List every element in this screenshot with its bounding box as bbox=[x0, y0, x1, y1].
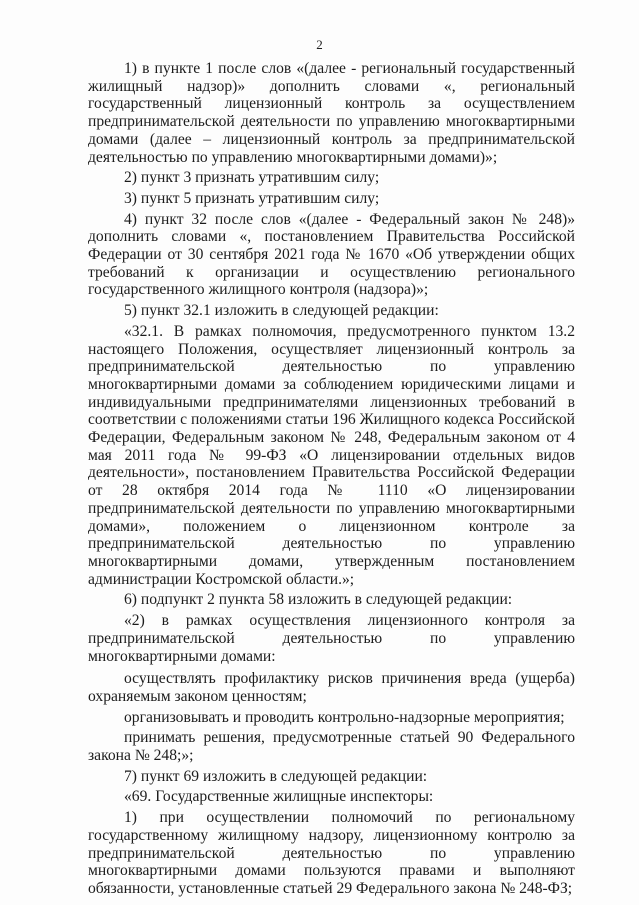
paragraph-control-measures: организовывать и проводить контрольно-надзорные мероприятия; bbox=[124, 708, 565, 726]
paragraph-subitem-2: «2) в рамках осуществления лицензионного контроля за предпринимательской деятельностью по управлению многоквартирными домами: bbox=[88, 612, 575, 665]
paragraph-item-32-1: «32.1. В рамках полномочия, предусмотренного пунктом 13.2 настоящего Положения, осуществляет лицензионный контроль за предпринимательской деятельностью по управлению многоквартирными домами за соблюдением юридическими лицами и индивидуальными предпринимателями лицензионных требований в соответствии с положениями статьи 196 Жилищного кодекса Российской Федерации, Федеральным законом № 248, Федеральным законом от 4 мая 2011 года № 99-ФЗ «О лицензировании отдельных видов деятельности», постановлением Правительства Российской Федерации от 28 октября 2014 года № 1110 «О лицензировании предпринимательской деятельности по управлению многоквартирными домами», положением о лицензионном контроле за предпринимательской деятельностью по управлению многоквартирными домами, утвержденным постановлением администрации Костромской области.»; bbox=[88, 322, 575, 588]
paragraph-item-7: 7) пункт 69 изложить в следующей редакции: bbox=[124, 767, 428, 785]
paragraph-inspectors-rights: 1) при осуществлении полномочий по региональному государственному жилищному надзору, лицензионному контролю за предпринимательской деятельностью по управлению многоквартирными домами пользуются правами и выполняют обязанности, установленные статьей 29 Федерального закона № 248-ФЗ; bbox=[88, 809, 575, 897]
paragraph-item-3: 3) пункт 5 признать утратившим силу; bbox=[124, 189, 380, 207]
paragraph-prevention: осуществлять профилактику рисков причинения вреда (ущерба) охраняемым законом ценностям; bbox=[88, 670, 575, 705]
paragraph-item-5: 5) пункт 32.1 изложить в следующей редакции: bbox=[124, 302, 439, 320]
paragraph-item-2: 2) пункт 3 признать утратившим силу; bbox=[124, 169, 380, 187]
document-body bbox=[88, 60, 575, 898]
paragraph-item-4: 4) пункт 32 после слов «(далее - Федеральный закон № 248)» дополнить словами «, постановлением Правительства Российской Федерации от 30 сентября 2021 года № 1670 «Об утверждении общих требований к организации и осуществлению регионального государственного жилищного контроля (надзора)»; bbox=[88, 210, 575, 299]
paragraph-item-6: 6) подпункт 2 пункта 58 изложить в следующей редакции: bbox=[124, 591, 513, 609]
page-number: 2 bbox=[316, 37, 323, 52]
paragraph-item-69: «69. Государственные жилищные инспекторы: bbox=[124, 788, 434, 806]
paragraph-decisions: принимать решения, предусмотренные статьей 90 Федерального закона № 248;»; bbox=[88, 729, 575, 765]
paragraph-item-1: 1) в пункте 1 после слов «(далее - региональный государственный жилищный надзор)» дополнить словами «, региональный государственный лицензионный контроль за осуществлением предпринимательской деятельности по управлению многоквартирными домами (далее – лицензионный контроль за предпринимательской деятельностью по управлению многоквартирными домами)»; bbox=[88, 60, 575, 166]
